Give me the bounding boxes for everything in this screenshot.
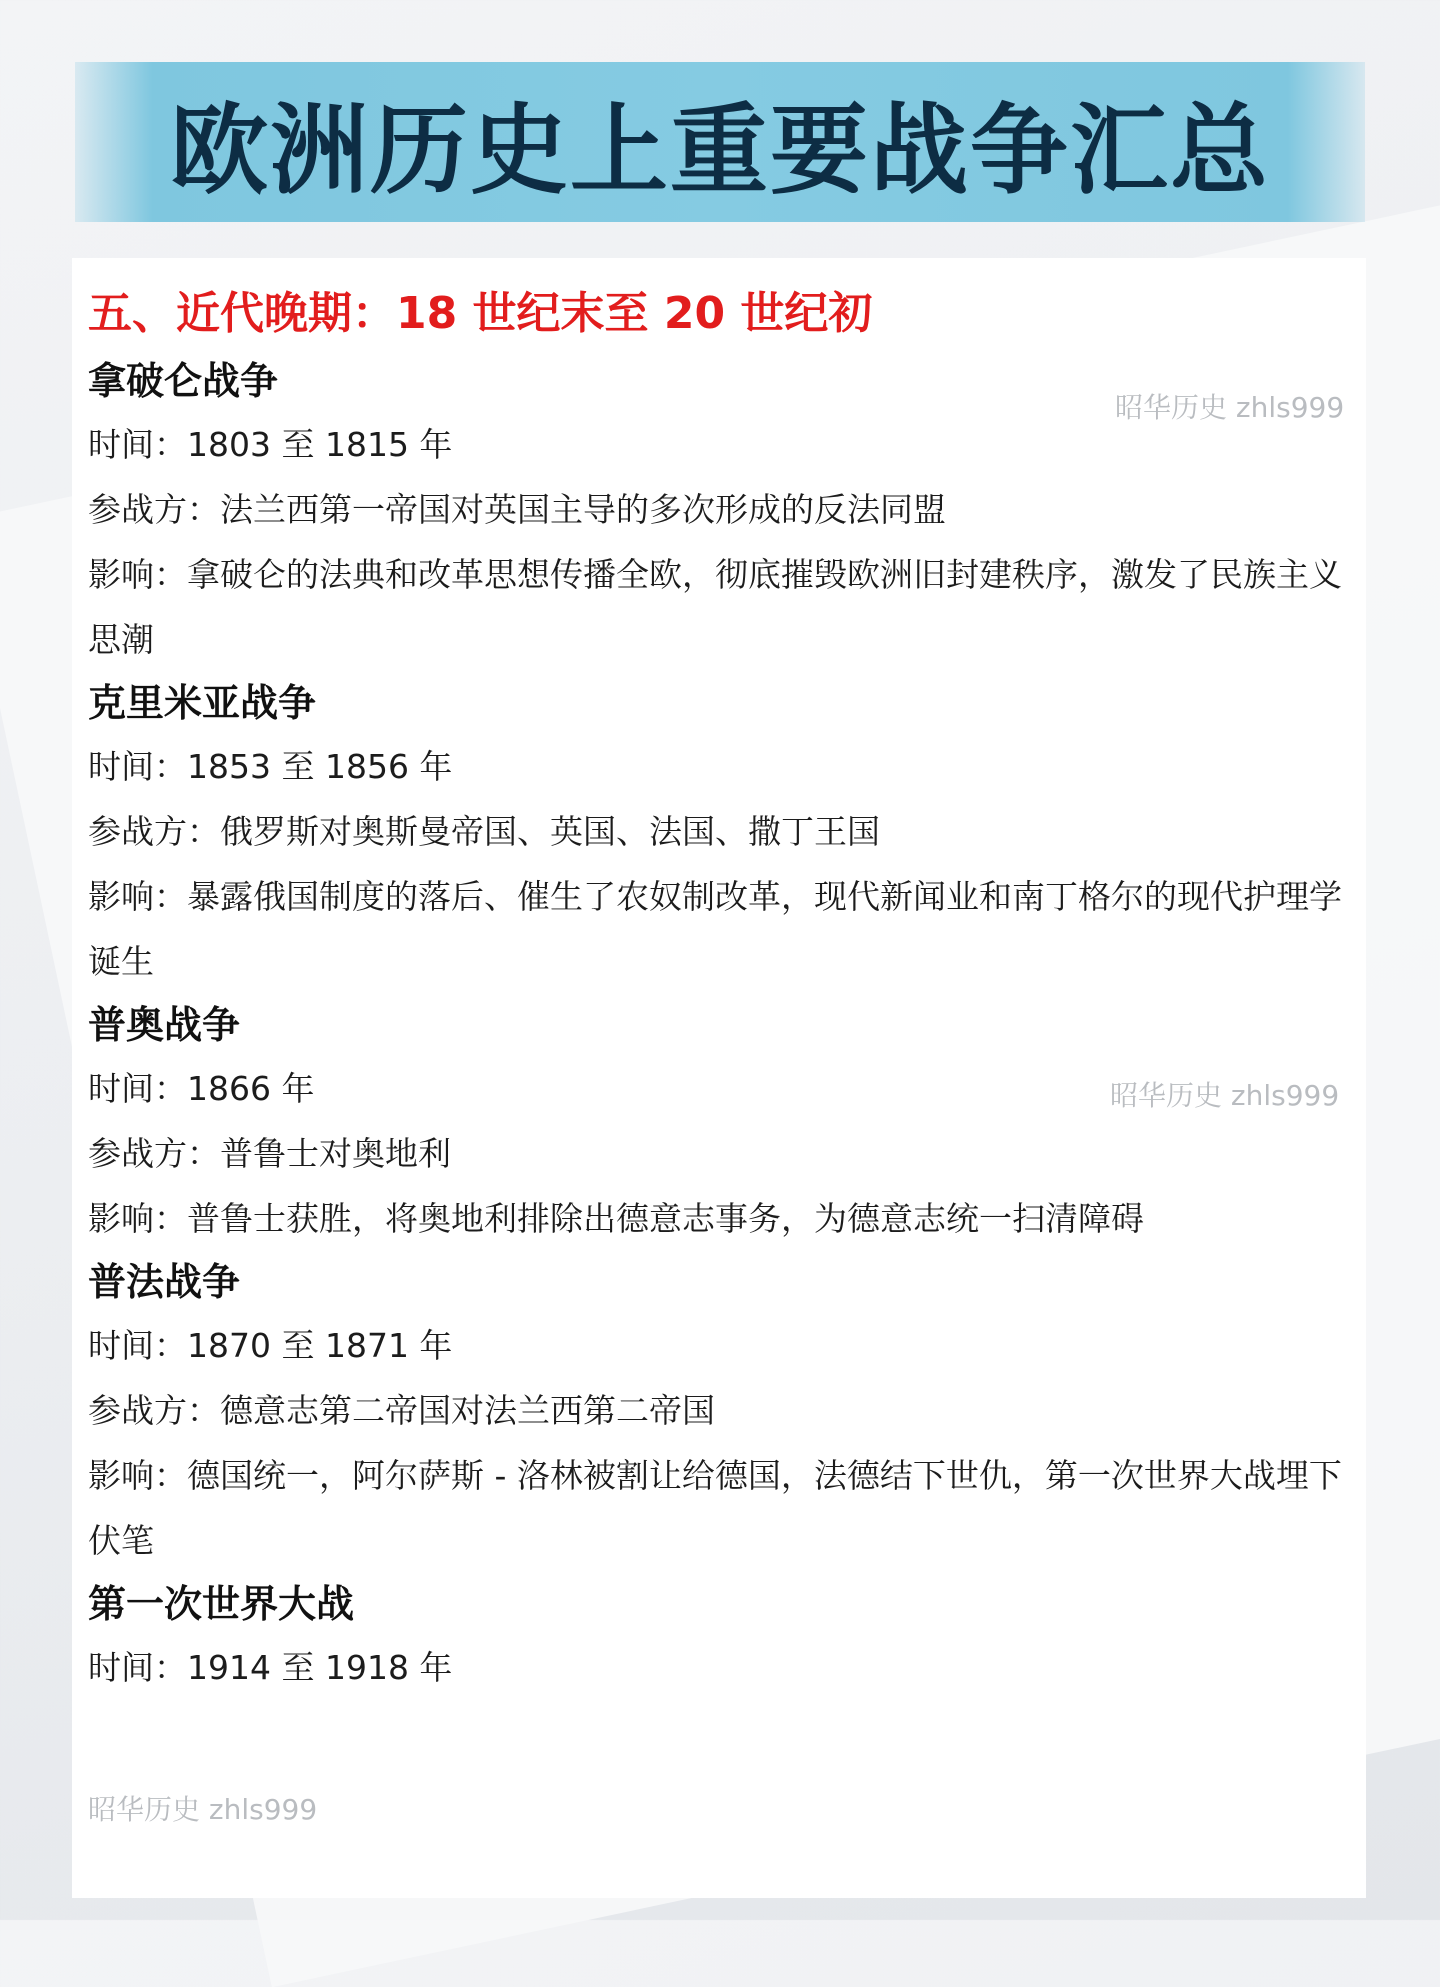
parties-label: 参战方： — [88, 490, 220, 529]
war-impact — [88, 864, 1350, 994]
impact-label: 影响： — [88, 1199, 187, 1238]
war-parties — [88, 477, 1350, 542]
war-name: 普法战争 — [88, 1260, 241, 1304]
war-name: 克里米亚战争 — [88, 681, 317, 725]
time-value: 1914 至 1918 年 — [187, 1648, 453, 1687]
time-label: 时间： — [88, 1648, 187, 1687]
impact-value: 德国统一，阿尔萨斯 - 洛林被割让给德国，法德结下世仇，第一次世界大战埋下伏笔 — [88, 1456, 1342, 1560]
war-impact — [88, 542, 1350, 672]
time-label: 时间： — [88, 747, 187, 786]
time-value: 1853 至 1856 年 — [187, 747, 453, 786]
war-time — [88, 1635, 1350, 1700]
time-label: 时间： — [88, 1326, 187, 1365]
war-impact — [88, 1443, 1350, 1573]
war-parties — [88, 799, 1350, 864]
parties-value: 俄罗斯对奥斯曼帝国、英国、法国、撒丁王国 — [220, 812, 880, 851]
parties-label: 参战方： — [88, 1134, 220, 1173]
impact-value: 暴露俄国制度的落后、催生了农奴制改革，现代新闻业和南丁格尔的现代护理学诞生 — [88, 877, 1342, 981]
time-label: 时间： — [88, 1069, 187, 1108]
impact-value: 拿破仑的法典和改革思想传播全欧，彻底摧毁欧洲旧封建秩序，激发了民族主义思潮 — [88, 555, 1342, 659]
impact-label: 影响： — [88, 555, 187, 594]
time-value: 1803 至 1815 年 — [187, 425, 453, 464]
title-banner — [75, 62, 1365, 222]
war-name: 拿破仑战争 — [88, 359, 279, 403]
parties-value: 普鲁士对奥地利 — [220, 1134, 451, 1173]
war-time — [88, 1313, 1350, 1378]
watermark: 昭华历史 zhls999 — [88, 1793, 318, 1826]
war-entry-crimean — [88, 672, 1366, 994]
section-title: 五、近代晚期：18 世纪末至 20 世纪初 — [88, 288, 873, 339]
war-entry-austro-prussian — [88, 994, 1366, 1251]
watermark: 昭华历史 zhls999 — [1115, 391, 1345, 424]
impact-label: 影响： — [88, 1456, 187, 1495]
war-time — [88, 734, 1350, 799]
watermark: 昭华历史 zhls999 — [1110, 1079, 1340, 1112]
parties-value: 法兰西第一帝国对英国主导的多次形成的反法同盟 — [220, 490, 946, 529]
war-entry-ww1 — [88, 1573, 1366, 1700]
time-value: 1866 年 — [187, 1069, 315, 1108]
war-impact — [88, 1186, 1350, 1251]
war-parties — [88, 1378, 1350, 1443]
time-label: 时间： — [88, 425, 187, 464]
parties-label: 参战方： — [88, 812, 220, 851]
time-value: 1870 至 1871 年 — [187, 1326, 453, 1365]
war-name: 第一次世界大战 — [88, 1582, 355, 1626]
war-name: 普奥战争 — [88, 1003, 241, 1047]
parties-value: 德意志第二帝国对法兰西第二帝国 — [220, 1391, 715, 1430]
war-entry-franco-prussian — [88, 1251, 1366, 1573]
page-title: 欧洲历史上重要战争汇总 — [169, 93, 1270, 208]
impact-label: 影响： — [88, 877, 187, 916]
war-parties — [88, 1121, 1350, 1186]
parties-label: 参战方： — [88, 1391, 220, 1430]
impact-value: 普鲁士获胜，将奥地利排除出德意志事务，为德意志统一扫清障碍 — [187, 1199, 1144, 1238]
